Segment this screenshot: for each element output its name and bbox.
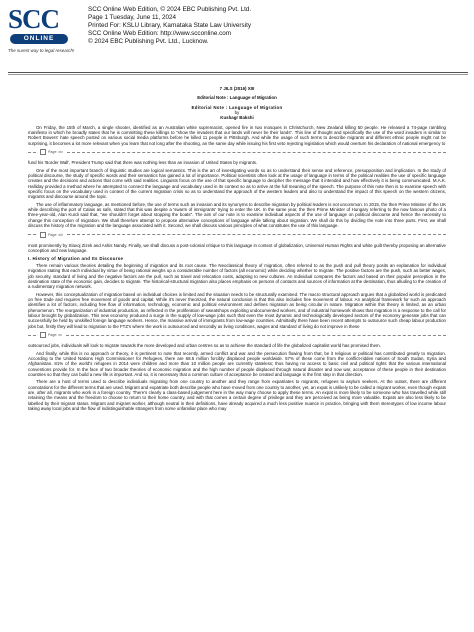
page-icon xyxy=(40,332,46,338)
paragraph: most prominently by Slavoj Zizek and Ashis Nandy. Finally, we shall discuss a post-colonial critique to this language in context of globalization, Universal Human Rights and white guilt thereby proposing an alternative conception and new language. xyxy=(28,242,446,254)
editorial-subheading: Editorial Note : Language of Migration xyxy=(191,104,283,110)
paragraph: However, this conceptualization of migration based on individual choices is limited and the situation needs to be structurally examined. The macro structural approach argues that a globalized world is predicated on free trade and requires free movement of goods and capital. While it's never theorized, the natural conclusion is that this also includes free movement of labour. An analytical framework for such an approach identifies a lot of factors, including free flow of information, technology, economic and political environment and defines migration as being circular in nature. Migration within this theory is limited, as an urban phenomenon. The reorganization of industrial production, as reflected in the proliferation of sweatshops exploiting undocumented workers, and of industrial homework shows that migration is a response to the call for labour brought by globalization. This new economy produced a surge in the supply of low-wage jobs such that even the most dynamic and technologically developed sectors of the economy generate jobs that can successfully be held by unskilled foreign language workers. Hence, the massive arrival of immigrants from low-wage countries. Admittedly there have been recent attempts to outsource such cheap labour production jobs but, firstly they will lead to migration to the FTZ's where the work is outsourced and secondly as living conditions, wages and standard of living do not improve in these xyxy=(28,291,446,329)
author-name: Kushagr Bakshi xyxy=(220,115,254,121)
meta-line-website: SCC Online Web Edition: http://www.scconline.com xyxy=(88,30,232,37)
paragraph: outsourced jobs, individuals will look to migrate towards the more developed and urban centres so as to achieve the standard of life the globalized capitalist world has promised them. xyxy=(28,343,381,349)
byline-by: by xyxy=(234,110,240,116)
page-marker-label: Page: xiv xyxy=(48,150,63,155)
editorial-heading: Editorial Note : Language of Migration xyxy=(197,95,277,101)
paragraph: On Friday, the 15th of March, a single shooter, identified as an Australian white supremacist, opened fire in two mosques in Christchurch, New Zealand killing 50 people. He released a 74-page rambling manifesto in which he broadly states that he is committing these killings to "show the invaders that our lands will never be their lands". This line of thought and specifically the use of the word invaders is similar to Robert Bowers' hate speech posted on various social media platforms before he killed 11 people in Pittsburgh. And while the usage of such terms to describe migrants and different ethnic people might not be surprising, it becomes a lot more relevant when you learn that not long after the shooting, an the same day while issuing his first veto rejecting legislation which would overturn his declaration of national emergency to xyxy=(28,124,446,146)
page-icon xyxy=(40,149,46,155)
meta-line-printed-for: Printed For: KSLU Library, Karnataka State Law University xyxy=(88,22,251,29)
page-marker xyxy=(28,232,446,238)
citation: 7 JILS (2016) XIII xyxy=(219,86,255,91)
paragraph: There are a host of terms used to describe individuals migrating from one country to another and they range from expatriates to migrants, refugees to asylum seekers. At the outset, there are different connotations for the different terms that are used. Migrant and expatriate both describe people who have moved from one country to another, yet, an expat is unlikely to be called a migrant worker, even though expats are, after all, migrants who work in a foreign country. There's clearly a class-based judgement here in the way many choose to apply these terms. An expat is more likely to be someone who has travelled while still retaining the means and the freedom to choose to return to their home country, and with that comes a certain degree of privilege and they are perceived as being more valuable. Expats are also less likely to be labelled by their migrant status. Migrant and migrant worker, although neutral in their definitions, have already acquired a much less positive nuance in practice, bringing with them stereotypes of low income labour taking away local jobs and the flow of indistinguishable strangers from some unfamiliar place who may xyxy=(28,379,447,412)
article-body xyxy=(28,86,446,413)
section-heading: I. History of Migration and Its Discourse xyxy=(28,255,124,261)
page-marker xyxy=(28,332,446,338)
page-marker-label: Page: xv xyxy=(48,332,62,337)
paragraph: One of the most important branch of linguistic studies are logical semantics. This is the art of investigating words so as to understand their sense and reference, presupposition and implication. In the study of political discourse, the study of specific words and their semantics has gained a lot of importance. Political scientists often look at the usage of language in terms of the political realities the use of specific language creates and the decisions and actions that come with said realities. Linguists focus on the use of that specific language to decipher the message that it intended and how effectively it is being communicated. M.A.K. Halliday provided a method where he attempted to connect the language and vocabulary used in its context so as to arrive at the full meaning of the speech. The purpose of this note then is to examine speech with specific focus on the vocabulary used in context of the current migration crisis so as to understand the approach of the western leaders and also to understand the impact of this speech on the western citizens, migrants and discourse around the topic. xyxy=(28,167,446,200)
meta-line-edition: SCC Online Web Edition, © 2024 EBC Publishing Pvt. Ltd. xyxy=(88,6,252,13)
print-meta xyxy=(88,6,251,46)
page-marker-label: Page: xiii xyxy=(48,232,63,237)
page-marker xyxy=(28,149,446,155)
logo-wordmark: SCC xyxy=(8,4,60,34)
paragraph: The use of inflammatory language, as mentioned before, the use of terms such as invasion and its synonyms to describe migration by political leaders is not uncommon. In 2015, the then Prime Minister of the UK while describing the port of Calais as safe, stated that this was despite a 'swarm of immigrants' trying to enter the UK. In the same year, the then Prime Minister of Hungary referring to the now famous photo of a three-year-old, Alan Kurdi said that, "we shouldn't forget about stopping the boats". The aim of our note is to examine individual aspects of the use of language on political discourse and hence the necessity to change this conception of migration. We shall therefore attempt to propose alternative conceptions of language while talking about migration. We shall do this by dividing the note into three parts. First, we shall discuss the history of the migration and the language associated with it. Second, we shall discuss various principles of what constitutes the use of this language. xyxy=(28,201,446,229)
print-header xyxy=(8,6,468,80)
paragraph: There remain various theories detailing the beginning of migration and its root cause. The Neoclassical theory of migration, often referred to as the push and pull theory posits an explanation for individual migration stating that each individual by virtue of being rational weighs up a considerable number of factors (all economic) while deciding whether to migrate. The positive factors are the push, such as better wages, job security, standard of living and the negative factors are the pull, such as travel and relocation costs, adapting to new cultures. An individual compares the factors and based on their popular perception in the destination state of the economic gain, decides to migrate. The historical-structural migration also places emphasis on persons of contacts and sources of information at the destination, thus alluding to the creation of a rudimentary migration network. xyxy=(28,262,446,290)
paragraph: And finally, while this is no approach or theory, it is pertinent to note that recently, armed conflict and war and the persecution flowing from that, be it religious or political has contributed greatly to migration. According to the United Nations High Commissioner for Refugees, there are 68.5 million forcibly displaced people worldwide. 57% of these come from the conflict-ridden nations of South Sudan, Syria and Afghanistan. 81% of the world's refugees in 2014 were children and more than 10 million people are currently stateless; thus having no access to basic civil and political rights that the various international conventions provide for. In the face of two broader theories of economic migration and the high number of people displaced through natural disaster and now war, acceptance of these people in their destination countries so that they can build a new life is important. And so, it is necessary that a common culture of acceptance be created and language is the first step in that direction. xyxy=(28,350,446,377)
logo-online-badge: ONLINE xyxy=(10,34,68,44)
header-divider-secondary xyxy=(8,74,468,75)
meta-line-page-date: Page 1 Tuesday, June 11, 2024 xyxy=(88,14,176,21)
header-divider xyxy=(8,72,468,73)
paragraph: fund his 'Border Wall', President Trump said that there was nothing less than an invasion of United States by migrants. xyxy=(28,160,258,166)
meta-line-copyright: © 2024 EBC Publishing Pvt. Ltd., Lucknow. xyxy=(88,38,209,45)
scc-online-logo xyxy=(8,6,74,58)
page-icon xyxy=(40,232,46,238)
logo-tagline: The surest way to legal research! xyxy=(8,48,75,53)
